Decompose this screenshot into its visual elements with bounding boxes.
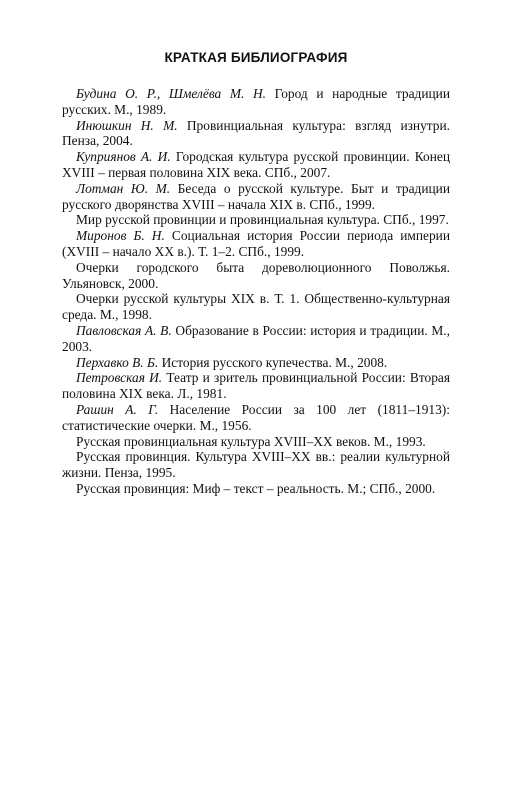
entry-author: Миронов Б. Н. (76, 228, 165, 244)
bibliography-entry (62, 260, 450, 292)
entry-text: Очерки русской культуры XIX в. Т. 1. Общественно-культурная среда. М., 1998. (62, 291, 450, 323)
bibliography-entry (62, 212, 450, 228)
bibliography-entry (62, 449, 450, 481)
entry-text: Образование в России: история и традиции. М., 2003. (62, 322, 450, 354)
bibliography-entry (62, 323, 450, 355)
entry-text: Провинциальная культура: взгляд изнутри. Пенза, 2004. (62, 117, 451, 149)
entry-text: Город и народные традиции русских. М., 1989. (62, 86, 450, 117)
entry-author: Лотман Ю. М. (76, 180, 171, 196)
bibliography-entry (62, 181, 450, 213)
entry-text: Беседа о русской культуре. Быт и традиции русского дворянства XVIII – начала XIX в. СПб., 1999. (62, 180, 450, 212)
entry-text: Социальная история России периода империи (XVIII – начало XX в.). Т. 1–2. СПб., 1999. (62, 228, 450, 259)
bibliography-entry (62, 149, 450, 181)
entry-text: Городская культура русской провинции. Конец XVIII – первая половина XIX века. СПб., 2007. (62, 149, 450, 180)
bibliography-entry (62, 86, 450, 118)
bibliography-entry (62, 118, 450, 150)
entry-author: Инюшкин Н. М. (76, 117, 178, 133)
page-title: КРАТКАЯ БИБЛИОГРАФИЯ (164, 50, 348, 65)
bibliography-entry (62, 481, 450, 497)
entry-author: Будина О. Р., Шмелёва М. Н. (76, 86, 267, 101)
entry-text: Русская провинция: Миф – текст – реальность. М.; СПб., 2000. (76, 480, 436, 496)
entry-text: Русская провинция. Культура XVIII–XX вв.: реалии культурной жизни. Пенза, 1995. (62, 449, 450, 481)
bibliography-entry (62, 291, 450, 323)
entry-author: Павловская А. В. (76, 322, 172, 338)
entry-text: Театр и зритель провинциальной России: Вторая половина XIX века. Л., 1981. (62, 370, 450, 402)
bibliography-entry (62, 402, 450, 434)
entry-author: Куприянов А. И. (76, 149, 171, 165)
bibliography-list (62, 86, 450, 497)
entry-author: Петровская И. (76, 370, 163, 386)
bibliography-entry (62, 434, 450, 450)
bibliography-entry (62, 355, 450, 371)
entry-text: Население России за 100 лет (1811–1913): статистические очерки. М., 1956. (62, 401, 450, 433)
bibliography-entry (62, 370, 450, 402)
entry-text: История русского купечества. М., 2008. (158, 354, 388, 370)
entry-text: Очерки городского быта дореволюционного Поволжья. Ульяновск, 2000. (62, 259, 450, 291)
bibliography-entry (62, 228, 450, 260)
entry-author: Рашин А. Г. (76, 401, 159, 417)
entry-text: Мир русской провинции и провинциальная культура. СПб., 1997. (76, 212, 449, 228)
entry-text: Русская провинциальная культура XVIII–XX веков. М., 1993. (76, 433, 426, 449)
entry-author: Перхавко В. Б. (76, 354, 159, 370)
